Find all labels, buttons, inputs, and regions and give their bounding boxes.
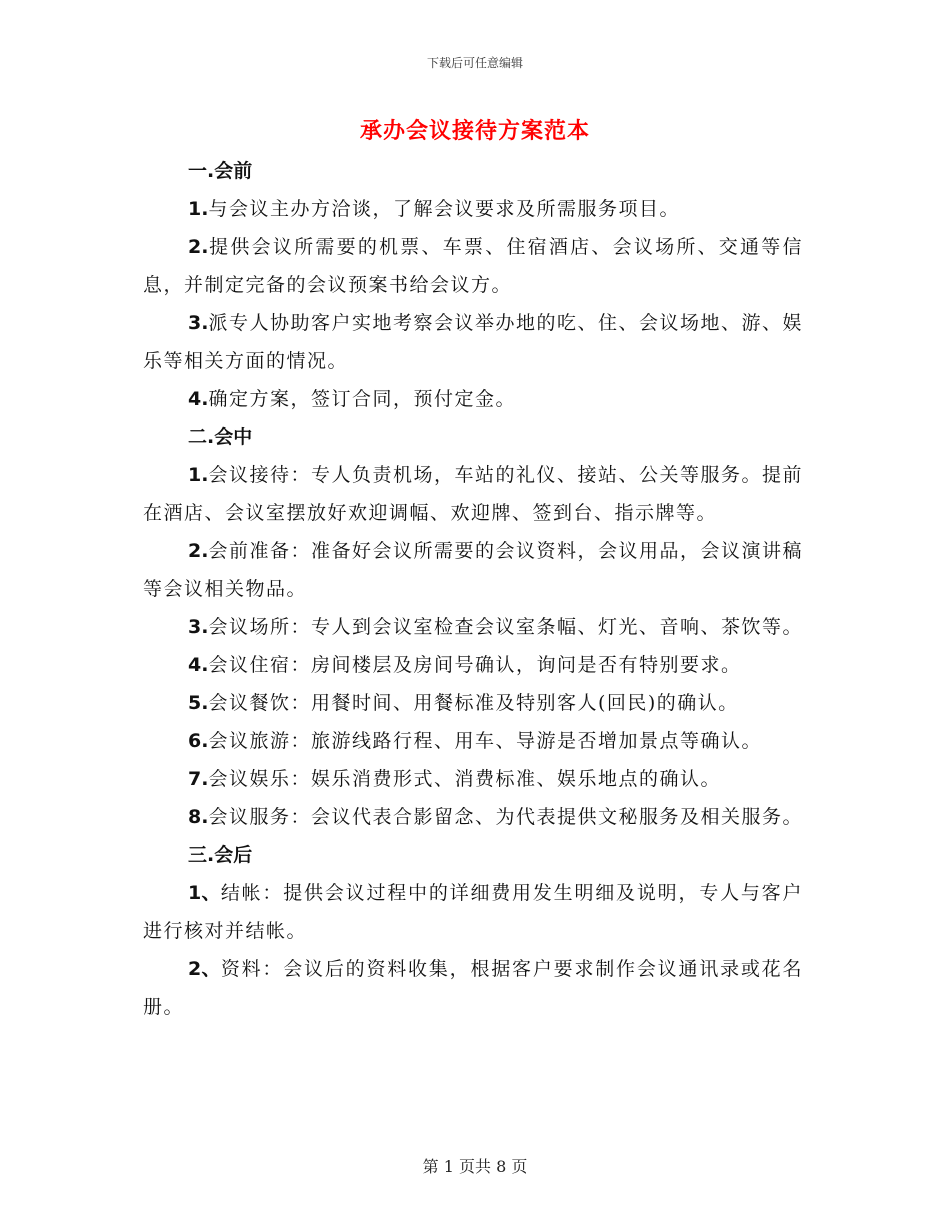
- item-number: 3.: [188, 312, 209, 334]
- item-number: 4.: [188, 654, 209, 676]
- item-number: 6.: [188, 730, 209, 752]
- item-text: 与会议主办方洽谈，了解会议要求及所需服务项目。: [208, 198, 680, 220]
- list-item: [143, 646, 803, 684]
- item-number: 5.: [188, 692, 209, 714]
- list-item: [143, 798, 803, 836]
- page-header-note: 下载后可任意编辑: [426, 56, 523, 70]
- list-item: [143, 608, 803, 646]
- item-text: 会议旅游：旅游线路行程、用车、导游是否增加景点等确认。: [208, 730, 762, 752]
- item-number: 1、: [188, 882, 221, 904]
- list-item: [143, 874, 803, 950]
- item-text: 会议场所：专人到会议室检查会议室条幅、灯光、音响、茶饮等。: [208, 616, 803, 638]
- list-item: [143, 684, 803, 722]
- item-text: 会前准备：准备好会议所需要的会议资料，会议用品，会议演讲稿等会议相关物品。: [143, 540, 803, 600]
- item-number: 1.: [188, 198, 209, 220]
- item-text: 派专人协助客户实地考察会议举办地的吃、住、会议场地、游、娱乐等相关方面的情况。: [143, 312, 803, 372]
- item-number: 1.: [188, 464, 209, 486]
- item-number: 2、: [188, 958, 221, 980]
- list-item: [143, 304, 803, 380]
- list-item: [143, 950, 803, 1026]
- item-number: 3.: [188, 616, 209, 638]
- item-text: 提供会议所需要的机票、车票、住宿酒店、会议场所、交通等信息，并制定完备的会议预案书给会议方。: [143, 236, 803, 296]
- list-item: [143, 456, 803, 532]
- item-number: 4.: [188, 388, 209, 410]
- item-text: 会议服务：会议代表合影留念、为代表提供文秘服务及相关服务。: [208, 806, 803, 828]
- section-heading: 三.会后: [188, 844, 253, 866]
- list-item: [143, 380, 803, 418]
- list-item: [143, 228, 803, 304]
- item-text: 会议餐饮：用餐时间、用餐标准及特别客人(回民)的确认。: [208, 692, 739, 714]
- item-number: 8.: [188, 806, 209, 828]
- list-item: [143, 722, 803, 760]
- item-text: 会议住宿：房间楼层及房间号确认，询问是否有特别要求。: [208, 654, 742, 676]
- list-item: [143, 190, 803, 228]
- item-number: 2.: [188, 236, 209, 258]
- item-number: 2.: [188, 540, 209, 562]
- list-item: [143, 532, 803, 608]
- section-heading: 二.会中: [188, 426, 253, 448]
- item-text: 结帐：提供会议过程中的详细费用发生明细及说明，专人与客户进行核对并结帐。: [143, 882, 803, 942]
- page-number: 第 1 页共 8 页: [422, 1157, 528, 1176]
- item-number: 7.: [188, 768, 209, 790]
- document-body: [143, 152, 803, 1026]
- item-text: 会议接待：专人负责机场，车站的礼仪、接站、公关等服务。提前在酒店、会议室摆放好欢迎调幅、欢迎牌、签到台、指示牌等。: [143, 464, 803, 524]
- item-text: 资料：会议后的资料收集，根据客户要求制作会议通讯录或花名册。: [143, 958, 803, 1018]
- item-text: 确定方案，签订合同，预付定金。: [208, 388, 516, 410]
- document-title: 承办会议接待方案范本: [359, 118, 590, 144]
- item-text: 会议娱乐：娱乐消费形式、消费标准、娱乐地点的确认。: [208, 768, 721, 790]
- list-item: [143, 760, 803, 798]
- section-heading: 一.会前: [188, 160, 253, 182]
